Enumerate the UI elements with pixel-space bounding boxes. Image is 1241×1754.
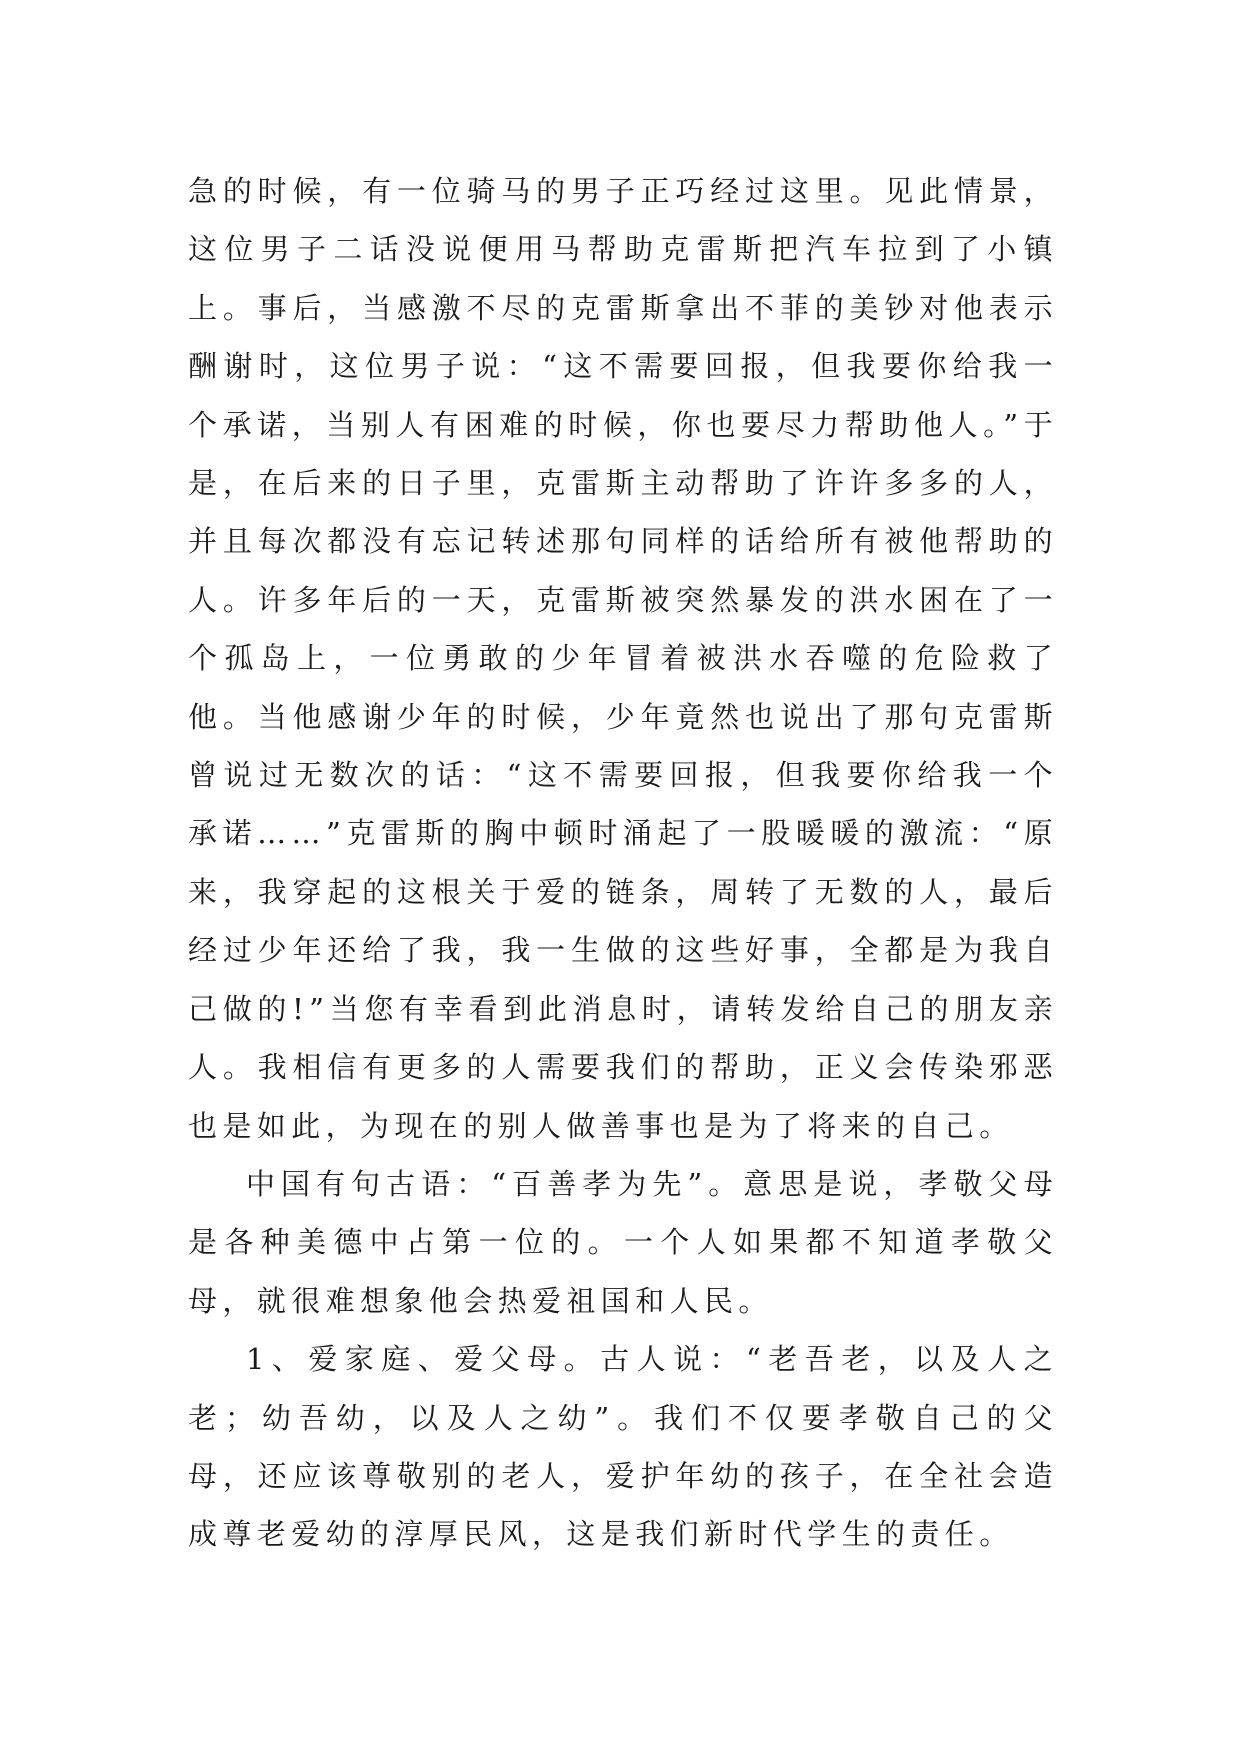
paragraph-love-family: 1、爱家庭、爱父母。古人说：“老吾老，以及人之老；幼吾幼，以及人之幼”。我们不仅要孝敬自己的父母，还应该尊敬别的老人，爱护年幼的孩子，在全社会造成尊老爱幼的淳厚民风，这是我们新时代学生的责任。: [188, 1342, 1058, 1552]
document-body: [188, 162, 1058, 1564]
paragraph-filial-piety: 中国有句古语：“百善孝为先”。意思是说，孝敬父母是各种美德中占第一位的。一个人如果都不知道孝敬父母，就很难想象他会热爱祖国和人民。: [188, 1166, 1058, 1318]
paragraph-continued-story: 急的时候，有一位骑马的男子正巧经过这里。见此情景，这位男子二话没说便用马帮助克雷斯把汽车拉到了小镇上。事后，当感激不尽的克雷斯拿出不菲的美钞对他表示酬谢时，这位男子说：“这不需要回报，但我要你给我一个承诺，当别人有困难的时候，你也要尽力帮助他人。”于是，在后来的日子里，克雷斯主动帮助了许许多多的人，并且每次都没有忘记转述那句同样的话给所有被他帮助的人。许多年后的一天，克雷斯被突然暴发的洪水困在了一个孤岛上，一位勇敢的少年冒着被洪水吞噬的危险救了他。当他感谢少年的时候，少年竟然也说出了那句克雷斯曾说过无数次的话：“这不需要回报，但我要你给我一个承诺……”克雷斯的胸中顿时涌起了一股暖暖的激流：“原来，我穿起的这根关于爱的链条，周转了无数的人，最后经过少年还给了我，我一生做的这些好事，全都是为我自己做的!”当您有幸看到此消息时，请转发给自己的朋友亲人。我相信有更多的人需要我们的帮助，正义会传染邪恶也是如此，为现在的别人做善事也是为了将来的自己。: [188, 174, 1058, 1143]
